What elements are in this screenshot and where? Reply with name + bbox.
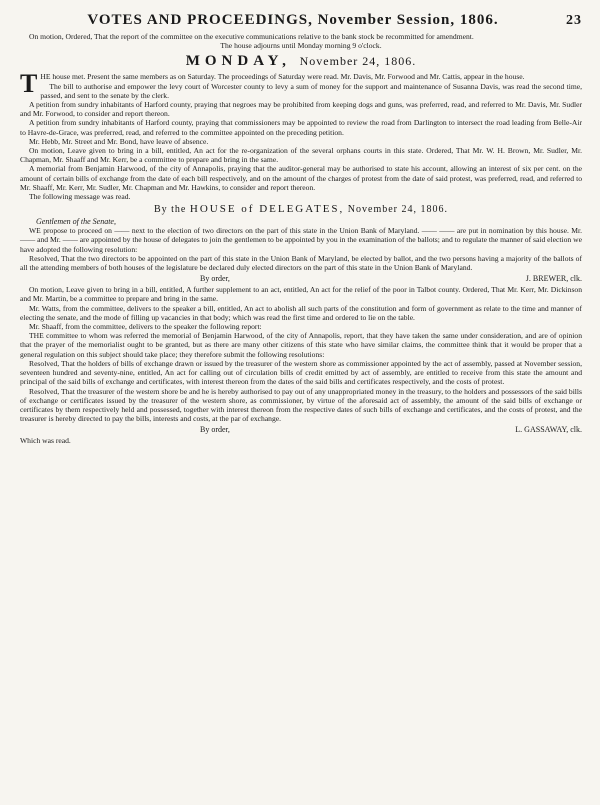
message-heading [20,203,582,215]
paragraph-message-read: The following message was read. [29,192,131,202]
closing-signature [20,425,582,434]
page-title: VOTES AND PROCEEDINGS, November Session, 1806. [87,12,499,28]
paragraph-recommit: On motion, Ordered, That the report of the committee on the executive communications relative to the bank stock be recommitted for amendment. [29,32,474,41]
paragraph-leave-absence: Mr. Hebb, Mr. Street and Mr. Bond, have leave of absence. [29,136,209,146]
page-number: 23 [566,13,582,28]
paragraph-bank-election: WE propose to proceed on —— next to the election of two directors on the part of this state in the Union Bank of Maryland. —— —— are put in nomination by this house. Mr. —— and Mr. —— are appointed by the house of delegates to join the gentlemen to be appointed by you in the examination of the ballots; and to regulate the manner of said election we have adopted the following resolution: [20,226,582,254]
paragraph-adjourn: The house adjourns until Monday morning 9 o'clock. [220,41,382,51]
page-header [20,12,582,29]
closing-line: Which was read. [20,436,71,446]
paragraph-talbot-poor: On motion, Leave given to bring in a bill, entitled, A further supplement to an act, entitled, An act for the relief of the poor in Talbot county. Ordered, That Mr. Kerr, Mr. Dickinson and Mr. Martin, be a committee to prepare and bring in the same. [20,285,582,304]
message-date: November 24, 1806. [347,204,449,216]
paragraph-shaaff-report: Mr. Shaaff, from the committee, delivers to the speaker the following report: [29,322,262,332]
signature-by-order: By order, [200,274,230,284]
paragraph-house-met: THE house met. Present the same members as on Saturday. The proceedings of Saturday were read. Mr. Davis, Mr. Forwood and Mr. Cattis, appear in the house. [20,69,525,99]
closing-by-order: By order, [200,425,230,435]
paragraph-committee-report: THE committee to whom was referred the memorial of Benjamin Harwood, of the city of Annapolis, report, that they have taken the same under consideration, and are of opinion that the prayer of the memorialist ought to be granted, but as there are many other citizens of this state who have similar claims, the committee think that it would be proper that a general regulation on this subject should take place; they therefore submit the following resolutions: [20,331,582,359]
signature-clerk: J. BREWER, clk. [525,274,582,284]
message-house: HOUSE of DELEGATES, [189,203,345,216]
drop-cap: T [20,69,38,99]
message-salutation: Gentlemen of the Senate, [36,217,116,227]
paragraph-resolved-directors: Resolved, That the two directors to be appointed on the part of this state in the Union Bank of Maryland, be elected by ballot, and the two persons having a majority of the ballots of all the attending members of both houses of the legislature be declared duly elected directors on the part of this state in the Union Bank of Maryland. [20,253,582,273]
paragraph-orphans-courts: On motion, Leave given to bring in a bill, entitled, An act for the re-organization of the several orphans courts in this state. Ordered, That Mr. W. H. Brown, Mr. Sudler, Mr. Chapman, Mr. Shaaff and Mr. Kerr, be a committee to prepare and bring in the same. [20,146,582,165]
paragraph-constitution-bill: Mr. Watts, from the committee, delivers to the speaker a bill, entitled, An act to abolish all such parts of the constitution and form of government as relate to the time and manner of electing the senate, and the mode of filling up vacancies in that body; which was read the first time and ordered to lie on the table. [20,303,582,322]
message-by: By the [153,204,187,216]
closing-clerk: L. GASSAWAY, clk. [515,425,582,435]
paragraph-harford-road: A petition from sundry inhabitants of Harford county, praying that commissioners may be appointed to review the road from Darlington to intersect the road leading from Belle-Air to Havre-de-Grace, was preferred, read, and referred to the committee appointed on the preceding petition. [20,118,582,137]
message-signature [20,274,582,283]
day-date: November 24, 1806. [299,54,417,69]
paragraph-harwood-memorial: A memorial from Benjamin Harwood, of the city of Annapolis, praying that the auditor-general may be authorised to state his account, allowing an interest of six per cent. on the amount of certain bills of exchange from the date of each bill respectively, and on the amount of the charges of protest from the date of said protest, was preferred, read, and referred to Mr. Shaaff, Mr. Kerr, Mr. Sudler, Mr. Chapman and Mr. Hawkins, to consider and report thereon. [20,164,582,192]
day-name: MONDAY, [185,53,291,70]
paragraph-resolved-treasurer: Resolved, That the treasurer of the western shore be and he is hereby authorised to pay out of any unappropriated money in the treasury, to the holders and possessors of the said bills of exchange or certificates issued by the treasurer of the western shore, as commissioner, by virtue of the aforesaid act of assembly, the amount of the said bills of exchange or certificates by them respectively held and possessed, together with interest thereon from the respective dates of such bills of exchange and certificates, and the costs of protest, and the treasurer is hereby directed to pay the bills, interests and costs, at the par of exchange. [20,386,582,424]
paragraph-harford-dogs: A petition from sundry inhabitants of Harford county, praying that negroes may be prohibited from keeping dogs and guns, was preferred, read, and referred to Mr. Davis, Mr. Sudler and Mr. Forwood, to consider and report thereon. [20,100,582,119]
day-heading [20,53,582,70]
paragraph-worcester-bill: The bill to authorise and empower the levy court of Worcester county to levy a sum of money for the support and maintenance of Susanna Davis, was read the second time, passed, and sent to the senate by the clerk. [40,81,582,100]
paragraph-resolved-holders: Resolved, That the holders of bills of exchange drawn or issued by the treasurer of the western shore as commissioner appointed by the act of assembly, passed at November session, seventeen hundred and seventy-nine, entitled, An act for calling out of circulation bills of credit emitted by act of assembly, are entitled to receive from this state the amount and principal of the said bills of exchange and certificates, with interest thereon from the dates of the said bills and certificates respectively, and the costs of protest. [20,358,582,387]
